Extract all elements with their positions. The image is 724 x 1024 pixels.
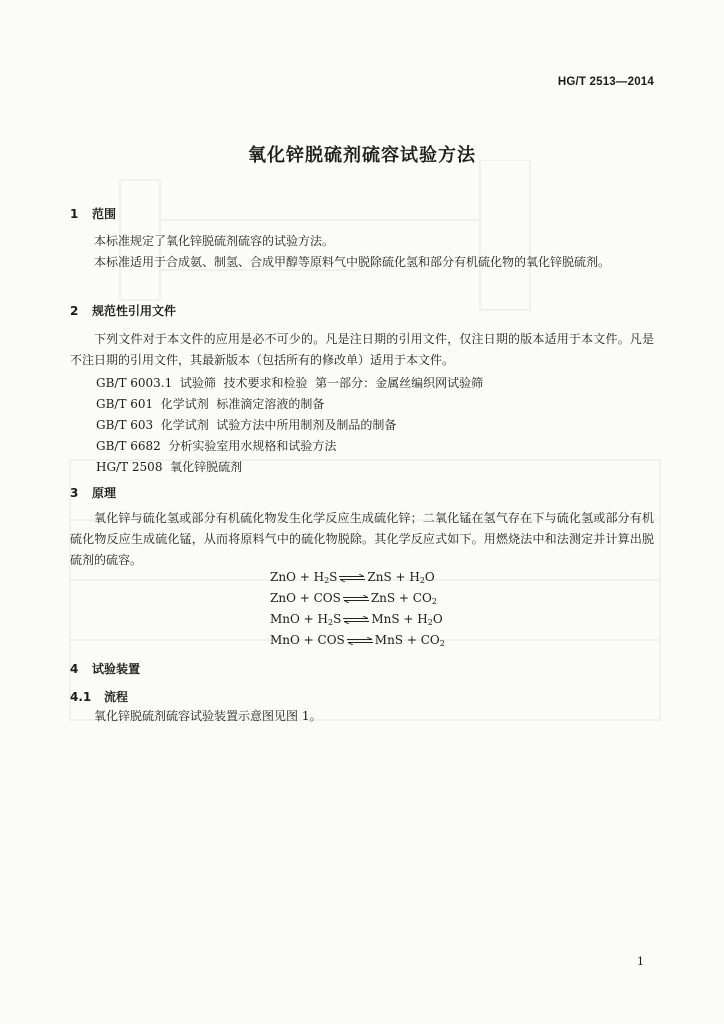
section-heading-principle (70, 484, 116, 501)
scope-paragraph-1: 本标准规定了氧化锌脱硫剂硫容的试验方法。 (94, 234, 335, 248)
section-title: 规范性引用文件 (92, 304, 177, 318)
section-number: 4 (70, 662, 79, 676)
section-number: 2 (70, 304, 79, 318)
equation-reactants: ZnO + COS (270, 591, 341, 605)
section-title: 范围 (92, 207, 117, 221)
equation (270, 591, 437, 606)
section-number: 3 (70, 486, 79, 500)
subsection-number: 4.1 (70, 690, 92, 704)
equation-reactants: MnO + COS (270, 633, 345, 647)
principle-text: 氧化锌与硫化氢或部分有机硫化物发生化学反应生成硫化锌；二氧化锰在氢气存在下与硫化氢或部分有机硫化物反应生成硫化锰，从而将原料气中的硫化物脱除。其化学反应式如下。用燃烧法中和法测定并计算出脱硫剂的硫容。 (70, 511, 654, 567)
refs-intro: 下列文件对于本文件的应用是必不可少的。凡是注日期的引用文件，仅注日期的版本适用于本文件。凡是不注日期的引用文件，其最新版本（包括所有的修改单）适用于本文件。 (70, 332, 654, 367)
subsection-heading-flow (70, 688, 128, 705)
section-title: 原理 (92, 486, 117, 500)
section-title: 试验装置 (92, 662, 141, 676)
equation-products: MnS + $H_2O$ (371, 612, 443, 627)
flow-text: 氧化锌脱硫剂硫容试验装置示意图见图 1。 (94, 709, 322, 723)
equilibrium-arrow-icon (346, 637, 374, 645)
equation (270, 570, 435, 585)
subsection-title: 流程 (104, 690, 129, 704)
ref-item: GB/T 6003.1 试验筛 技术要求和检验 第一部分：金属丝编织网试验筛 (96, 376, 484, 390)
equation (270, 633, 445, 648)
equation-reactants: MnO + $H_2S$ (270, 612, 342, 627)
equilibrium-arrow-icon (338, 574, 366, 582)
equation-products: MnS + $CO_2$ (374, 633, 445, 648)
page-title: 氧化锌脱硫剂硫容试验方法 (248, 145, 476, 166)
ref-item: GB/T 601 化学试剂 标准滴定溶液的制备 (96, 397, 325, 411)
section-heading-scope (70, 205, 116, 222)
equilibrium-arrow-icon (342, 595, 370, 603)
page-number: 1 (637, 955, 644, 968)
ref-item: HG/T 2508 氧化锌脱硫剂 (96, 460, 243, 474)
equation-products: ZnS + $H_2O$ (367, 570, 435, 585)
section-heading-normative-refs (70, 302, 176, 319)
section-heading-apparatus (70, 660, 140, 677)
standard-number: HG/T 2513—2014 (557, 76, 654, 88)
section-number: 1 (70, 207, 79, 221)
scope-paragraph-2: 本标准适用于合成氨、制氢、合成甲醇等原料气中脱除硫化氢和部分有机硫化物的氧化锌脱硫剂。 (94, 255, 611, 269)
equation-reactants: ZnO + $H_2S$ (270, 570, 338, 585)
equation (270, 612, 443, 627)
equation-products: ZnS + $CO_2$ (370, 591, 437, 606)
equilibrium-arrow-icon (342, 616, 370, 624)
ref-item: GB/T 603 化学试剂 试验方法中所用制剂及制品的制备 (96, 418, 397, 432)
ref-item: GB/T 6682 分析实验室用水规格和试验方法 (96, 439, 337, 453)
